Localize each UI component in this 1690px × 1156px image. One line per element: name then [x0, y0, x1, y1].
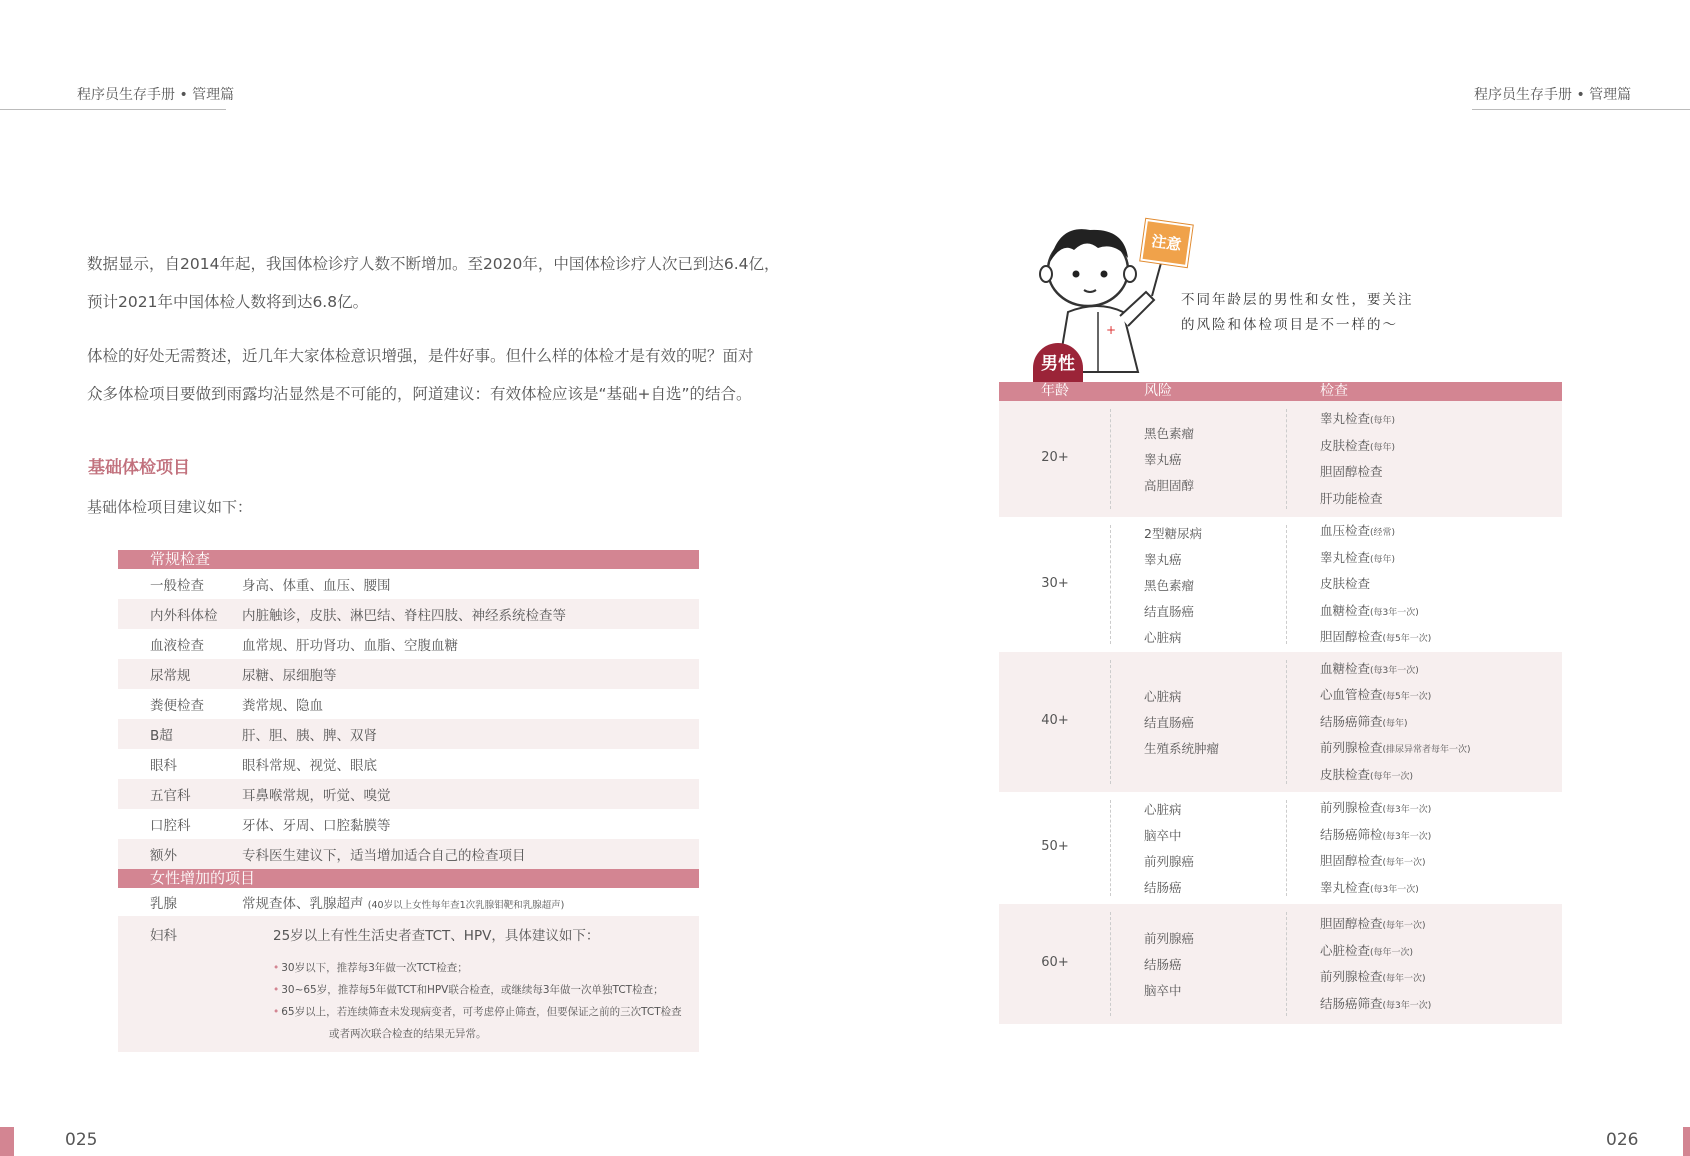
check-item	[1320, 798, 1431, 816]
gyn-bullet-continuation: 或者两次联合检查的结果无异常。	[329, 1028, 487, 1040]
check-name: 睾丸检查	[1320, 549, 1371, 565]
table-row	[118, 749, 699, 779]
speech-line: 不同年龄层的男性和女性，要关注	[1181, 292, 1414, 308]
check-frequency: (每年一次)	[1370, 947, 1414, 958]
check-frequency: (每年一次)	[1370, 771, 1414, 782]
age-group	[999, 904, 1562, 1024]
table-row-breast	[118, 888, 699, 916]
breast-note: (40岁以上女性每年查1次乳腺钼靶和乳腺超声)	[367, 900, 565, 911]
risk-item: 睾丸癌	[1144, 452, 1182, 467]
check-frequency: (每3年一次)	[1370, 607, 1419, 618]
section-title: 基础体检项目	[88, 458, 190, 478]
table-row-gyn	[118, 916, 699, 1052]
svg-text:+: +	[1106, 323, 1117, 337]
intro-line: 体检的好处无需赘述，近几年大家体检意识增强，是件好事。但什么样的体检才是有效的呢？面对	[87, 347, 754, 365]
age-group	[999, 792, 1562, 904]
check-item	[1320, 851, 1426, 869]
notice-sign: 注意	[1140, 219, 1192, 267]
breast-detail: 常规查体、乳腺超声	[242, 896, 364, 912]
check-name: 胆固醇检查	[1320, 629, 1383, 645]
check-item	[1320, 521, 1395, 539]
row-detail: 牙体、牙周、口腔黏膜等	[242, 818, 391, 834]
header-left-rule	[0, 109, 226, 110]
age-label: 20+	[1041, 450, 1069, 465]
header-risk: 风险	[1144, 383, 1172, 399]
check-frequency: (每3年一次)	[1370, 884, 1419, 895]
check-item	[1320, 878, 1419, 896]
divider	[1110, 800, 1111, 896]
header-right: 程序员生存手册 • 管理篇	[1474, 87, 1632, 103]
check-frequency: (每年一次)	[1382, 921, 1426, 931]
row-name: 口腔科	[150, 818, 191, 834]
table-row	[118, 659, 699, 689]
header-right-rule	[1472, 109, 1690, 110]
row-name: 眼科	[150, 758, 177, 774]
risk-item: 前列腺癌	[1144, 854, 1195, 869]
risk-item: 脑卒中	[1144, 828, 1182, 843]
divider	[1110, 660, 1111, 784]
divider	[1286, 525, 1287, 644]
check-name: 前列腺检查	[1320, 740, 1383, 756]
row-detail: 粪常规、隐血	[242, 698, 323, 714]
check-item	[1320, 685, 1431, 703]
check-item	[1320, 659, 1419, 677]
risk-item: 2型糖尿病	[1144, 525, 1202, 541]
check-frequency: (每年)	[1370, 442, 1396, 453]
check-name: 睾丸检查	[1320, 879, 1371, 895]
check-name: 胆固醇检查	[1320, 916, 1383, 931]
check-item	[1320, 627, 1431, 645]
check-frequency: (排尿异常者每年一次)	[1382, 745, 1471, 756]
row-detail: 眼科常规、视觉、眼底	[242, 758, 377, 774]
intro-line: 数据显示，自2014年起，我国体检诊疗人数不断增加。至2020年，中国体检诊疗人次已到达6.4亿，	[87, 255, 780, 273]
age-label: 40+	[1041, 713, 1069, 728]
risk-item: 结肠癌	[1144, 957, 1182, 972]
check-item	[1320, 574, 1370, 592]
speech-line: 的风险和体检项目是不一样的～	[1181, 317, 1398, 333]
table-row	[118, 839, 699, 869]
table-row	[118, 779, 699, 809]
table-row	[118, 629, 699, 659]
intro-paragraph-2	[87, 337, 754, 413]
risk-item: 结肠癌	[1144, 880, 1182, 895]
row-detail: 肝、胆、胰、脾、双肾	[242, 728, 377, 744]
row-detail: 耳鼻喉常规，听觉、嗅觉	[242, 788, 391, 804]
page-number-right: 026	[1606, 1130, 1639, 1150]
speech-text	[1181, 288, 1414, 338]
check-frequency: (每3年一次)	[1370, 665, 1419, 676]
check-item	[1320, 436, 1395, 454]
intro-line: 众多体检项目要做到雨露均沾显然是不可能的，阿道建议：有效体检应该是“基础+自选”的结合。	[87, 385, 752, 403]
check-frequency: (每5年一次)	[1382, 692, 1432, 703]
routine-header: 常规检查	[118, 550, 699, 569]
age-label: 50+	[1041, 839, 1069, 854]
divider	[1110, 409, 1111, 509]
check-name: 前列腺检查	[1320, 969, 1383, 984]
gender-badge: 男性	[1033, 343, 1083, 383]
check-name: 血压检查	[1320, 523, 1371, 539]
check-name: 心血管检查	[1320, 687, 1383, 703]
divider	[1286, 660, 1287, 784]
check-item	[1320, 409, 1395, 427]
gyn-bullet: • 30岁以下，推荐每3年做一次TCT检查；	[273, 962, 468, 974]
row-detail: 尿糖、尿细胞等	[242, 668, 337, 684]
risk-item: 生殖系统肿瘤	[1144, 741, 1220, 756]
check-name: 结肠癌筛查	[1320, 995, 1383, 1011]
row-name: 乳腺	[150, 896, 177, 912]
table-row	[118, 569, 699, 599]
row-name: 额外	[150, 848, 177, 864]
divider	[1286, 409, 1287, 509]
table-row	[118, 809, 699, 839]
check-frequency: (每年)	[1382, 718, 1408, 729]
row-detail: 身高、体重、血压、腰围	[242, 578, 391, 594]
check-frequency: (每年)	[1370, 416, 1396, 426]
risk-item: 睾丸癌	[1144, 551, 1182, 567]
row-name: 粪便检查	[150, 698, 204, 714]
male-table-header	[999, 382, 1562, 401]
divider	[1110, 525, 1111, 644]
page-number-left: 025	[65, 1130, 98, 1150]
row-detail: 血常规、肝功肾功、血脂、空腹血糖	[242, 638, 458, 654]
check-name: 心脏检查	[1320, 942, 1371, 958]
row-name: 一般检查	[150, 578, 204, 594]
check-item	[1320, 994, 1431, 1012]
row-detail: 25岁以上有性生活史者查TCT、HPV，具体建议如下：	[273, 928, 600, 944]
check-name: 血糖检查	[1320, 602, 1371, 618]
check-item	[1320, 462, 1383, 480]
age-group	[999, 401, 1562, 517]
check-frequency: (经常)	[1370, 528, 1396, 539]
table-row	[118, 689, 699, 719]
check-item	[1320, 712, 1408, 730]
check-name: 肝功能检查	[1320, 490, 1383, 506]
check-item	[1320, 765, 1413, 783]
risk-item: 脑卒中	[1144, 983, 1182, 998]
page-tab-left	[0, 1127, 14, 1156]
check-frequency: (每3年一次)	[1382, 805, 1432, 815]
age-group	[999, 517, 1562, 652]
age-label: 30+	[1041, 575, 1069, 591]
row-detail: 内脏触诊，皮肤、淋巴结、脊柱四肢、神经系统检查等	[242, 608, 566, 624]
table-row	[118, 599, 699, 629]
header-check: 检查	[1320, 383, 1348, 399]
check-frequency: (每年一次)	[1382, 858, 1426, 868]
header-left: 程序员生存手册 • 管理篇	[77, 87, 235, 103]
check-frequency: (每5年一次)	[1382, 634, 1432, 645]
table-row	[118, 719, 699, 749]
check-name: 睾丸检查	[1320, 411, 1371, 426]
row-name: 妇科	[150, 928, 177, 944]
check-item	[1320, 738, 1471, 756]
check-item	[1320, 548, 1395, 566]
risk-item: 心脏病	[1144, 629, 1182, 645]
intro-paragraph-1	[87, 245, 780, 321]
header-age: 年龄	[1041, 383, 1069, 399]
divider	[1110, 912, 1111, 1016]
gyn-bullet: • 65岁以上，若连续筛查未发现病变者，可考虑停止筛查，但要保证之前的三次TCT检查	[273, 1006, 682, 1018]
check-name: 胆固醇检查	[1320, 853, 1383, 868]
check-item	[1320, 941, 1413, 959]
check-name: 胆固醇检查	[1320, 464, 1383, 479]
risk-item: 黑色素瘤	[1144, 577, 1195, 593]
risk-item: 前列腺癌	[1144, 931, 1195, 946]
routine-rows	[118, 569, 699, 869]
check-name: 皮肤检查	[1320, 766, 1371, 782]
age-label: 60+	[1041, 955, 1069, 970]
check-item	[1320, 489, 1383, 507]
check-item	[1320, 825, 1431, 843]
row-detail	[242, 892, 699, 912]
row-name: B超	[150, 728, 173, 744]
risk-item: 结直肠癌	[1144, 603, 1195, 619]
basic-exam-table	[118, 550, 699, 1052]
gyn-bullet: • 30~65岁，推荐每5年做TCT和HPV联合检查，或继续每3年做一次单独TCT检查；	[273, 984, 664, 996]
row-name: 尿常规	[150, 668, 191, 684]
risk-item: 结直肠癌	[1144, 715, 1195, 730]
check-name: 皮肤检查	[1320, 576, 1371, 592]
row-name: 内外科体检	[150, 608, 218, 624]
age-group	[999, 652, 1562, 792]
check-frequency: (每3年一次)	[1382, 1000, 1432, 1011]
check-name: 结肠癌筛查	[1320, 713, 1383, 729]
check-item	[1320, 967, 1426, 985]
row-name: 血液检查	[150, 638, 204, 654]
check-name: 血糖检查	[1320, 660, 1371, 676]
risk-item: 心脏病	[1144, 802, 1182, 817]
check-frequency: (每年一次)	[1382, 974, 1426, 984]
row-detail: 专科医生建议下，适当增加适合自己的检查项目	[242, 848, 526, 864]
female-header: 女性增加的项目	[118, 869, 699, 888]
check-name: 前列腺检查	[1320, 800, 1383, 815]
check-name: 皮肤检查	[1320, 437, 1371, 453]
divider	[1286, 800, 1287, 896]
check-item	[1320, 601, 1419, 619]
check-item	[1320, 914, 1426, 932]
divider	[1286, 912, 1287, 1016]
section-subtitle: 基础体检项目建议如下：	[87, 498, 253, 516]
page-tab-right	[1683, 1127, 1690, 1156]
risk-item: 高胆固醇	[1144, 478, 1195, 493]
risk-item: 心脏病	[1144, 689, 1182, 704]
risk-item: 黑色素瘤	[1144, 426, 1195, 441]
check-frequency: (每3年一次)	[1382, 831, 1432, 842]
row-name: 五官科	[150, 788, 191, 804]
check-name: 结肠癌筛检	[1320, 826, 1383, 842]
intro-line: 预计2021年中国体检人数将到达6.8亿。	[87, 293, 369, 311]
check-frequency: (每年)	[1370, 554, 1396, 565]
